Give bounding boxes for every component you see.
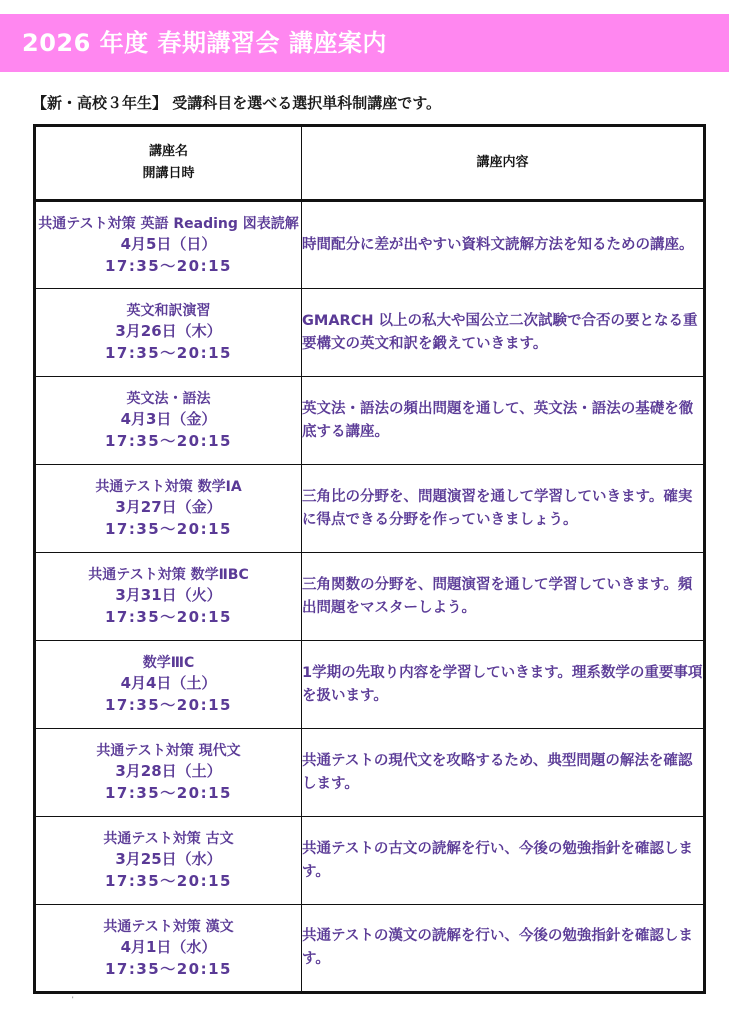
course-time: 17:35～20:15 (105, 432, 232, 450)
course-date: 3月31日（火） (115, 586, 222, 604)
table-row (35, 289, 705, 377)
course-cell (35, 201, 302, 289)
course-description: 時間配分に差が出やすい資料文読解方法を知るための講座。 (302, 201, 705, 289)
banner-title: 2026 年度 春期講習会 講座案内 (22, 29, 387, 57)
table-body (35, 201, 705, 993)
page-banner (0, 14, 729, 72)
course-name: 英文和訳演習 (126, 303, 211, 319)
course-cell (35, 905, 302, 993)
course-name: 共通テスト対策 古文 (103, 831, 234, 847)
course-description: 共通テストの現代文を攻略するため、典型問題の解法を確認します。 (302, 729, 705, 817)
course-name: 共通テスト対策 漢文 (103, 918, 234, 935)
course-time: 17:35～20:15 (105, 959, 232, 978)
course-description: 三角関数の分野を、問題演習を通して学習していきます。頻出問題をマスターしよう。 (302, 553, 705, 641)
course-cell (35, 377, 302, 465)
course-date: 4月1日（水） (120, 937, 217, 956)
course-time: 17:35～20:15 (105, 696, 232, 714)
course-name: 数学ⅢC (142, 655, 195, 671)
course-description: 1学期の先取り内容を学習していきます。理系数学の重要事項を扱います。 (302, 641, 705, 729)
table-row (35, 905, 705, 993)
course-time: 17:35～20:15 (105, 872, 232, 890)
header-row (35, 126, 705, 201)
course-date: 3月26日（木） (115, 322, 222, 340)
course-cell (35, 729, 302, 817)
table-row (35, 377, 705, 465)
header-course-name-label: 講座名 (148, 144, 188, 159)
table-row (35, 817, 705, 905)
course-name: 共通テスト対策 現代文 (96, 743, 241, 759)
footer-mark: ' (72, 996, 74, 1003)
course-date: 3月25日（水） (115, 850, 222, 868)
table-row (35, 729, 705, 817)
table-row (35, 201, 705, 289)
course-cell (35, 289, 302, 377)
course-time: 17:35～20:15 (105, 784, 232, 802)
course-date: 4月3日（金） (120, 410, 217, 428)
course-name: 共通テスト対策 数学ⅡBC (88, 567, 249, 583)
course-description: 英文法・語法の頻出問題を通して、英文法・語法の基礎を徹底する講座。 (302, 377, 705, 465)
course-date: 3月28日（土） (115, 762, 222, 780)
table-row (35, 465, 705, 553)
header-course-name (35, 126, 302, 201)
course-cell (35, 817, 302, 905)
course-description: GMARCH 以上の私大や国公立二次試験で合否の要となる重要構文の英文和訳を鍛えていきます。 (302, 289, 705, 377)
course-description: 共通テストの漢文の読解を行い、今後の勉強指針を確認します。 (302, 905, 705, 993)
course-name: 共通テスト対策 数学ⅠA (95, 479, 242, 495)
course-name: 共通テスト対策 英語 Reading 図表読解 (38, 215, 299, 232)
course-date: 4月4日（土） (120, 674, 217, 692)
course-cell (35, 641, 302, 729)
course-date: 4月5日（日） (120, 234, 217, 253)
course-name: 英文法・語法 (126, 391, 211, 407)
table-header (35, 126, 705, 201)
course-date: 3月27日（金） (115, 498, 222, 516)
course-time: 17:35～20:15 (105, 608, 232, 626)
header-schedule-label: 開講日時 (142, 166, 195, 181)
section-subtitle: 【新・高校３年生】 受講科目を選べる選択単科制講座です。 (32, 94, 442, 112)
course-time: 17:35～20:15 (105, 520, 232, 538)
table-row (35, 641, 705, 729)
header-course-content: 講座内容 (302, 126, 705, 201)
course-cell (35, 465, 302, 553)
table-row (35, 553, 705, 641)
course-table (33, 124, 706, 994)
course-cell (35, 553, 302, 641)
course-description: 三角比の分野を、問題演習を通して学習していきます。確実に得点できる分野を作っていきましょう。 (302, 465, 705, 553)
course-description: 共通テストの古文の読解を行い、今後の勉強指針を確認します。 (302, 817, 705, 905)
course-time: 17:35～20:15 (105, 344, 232, 362)
course-time: 17:35～20:15 (105, 256, 232, 275)
